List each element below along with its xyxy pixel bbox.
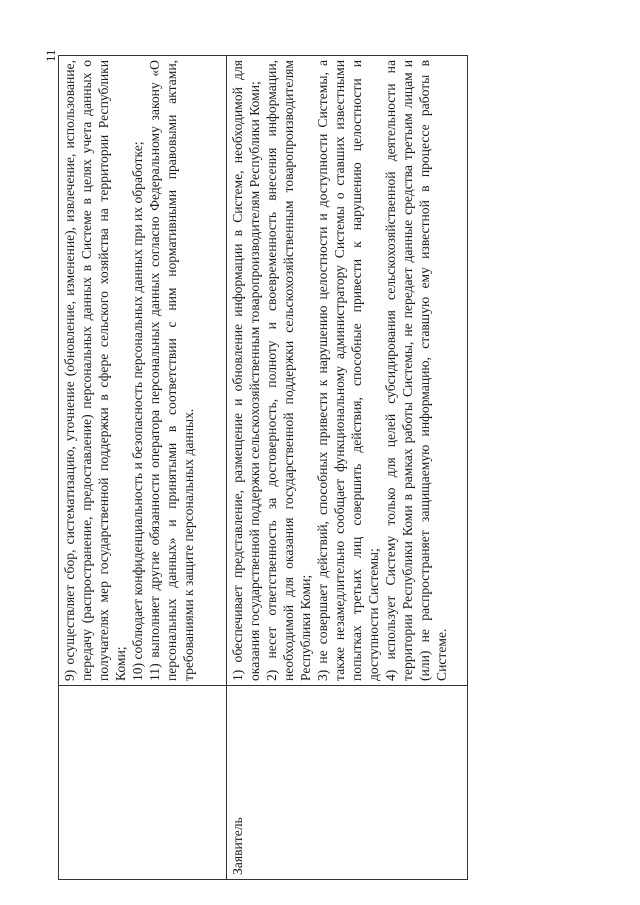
rotated-table-wrapper [58,55,468,880]
duties-cell [227,56,468,686]
duty-item: 11) выполняет другие обязанности оператора персональных данных согласно Федеральному закону «О персональных данных» и принятыми в соответствии с ним нормативными правовыми актами, требованиями к защите персональных данных. [147,60,196,681]
duty-item: 9) осуществляет сбор, систематизацию, уточнение (обновление, изменение), извлечение, использование, передачу (распространение, предоставление) персональных данных в Системе в целях учета данных о получателях мер государственной поддержки в сфере сельского хозяйства на территории Республики Коми; [62,60,128,681]
duty-item: 10) соблюдает конфиденциальность и безопасность персональных данных при их обработке; [130,141,145,681]
table-row [227,56,468,880]
duties-cell [59,56,227,686]
page-number: 11 [43,49,58,62]
duty-item: 2) несет ответственность за достоверность, полноту и своевременность внесения информации, необходимой для оказания государственной поддержки сельскохозяйственным товаропроизводителям Республики Коми; [264,60,313,681]
role-cell [59,686,227,880]
duty-item: 3) не совершает действий, способных привести к нарушению целостности и доступности Системы, а также незамедлительно сообщает функциональному администратору Системы о ставших известными попытках третьих лиц совершить действия, способные привести к нарушению целостности и доступности Системы; [315,60,381,681]
table-row [59,56,227,880]
duty-item: 1) обеспечивает представление, размещение и обновление информации в Системе, необходимой для оказания государственной поддержки сельскохозяйственным товаропроизводителям Республики Коми; [230,60,262,681]
responsibilities-table [58,55,468,880]
duty-item: 4) использует Систему только для целей субсидирования сельскохозяйственной деятельности на территории Республики Коми в рамках работы Системы, не передает данные средства третьим лицам и (или) не распространяет защищаемую информацию, ставшую ему известной в процессе работы в Системе. [383,60,449,681]
role-cell: Заявитель [227,686,468,880]
